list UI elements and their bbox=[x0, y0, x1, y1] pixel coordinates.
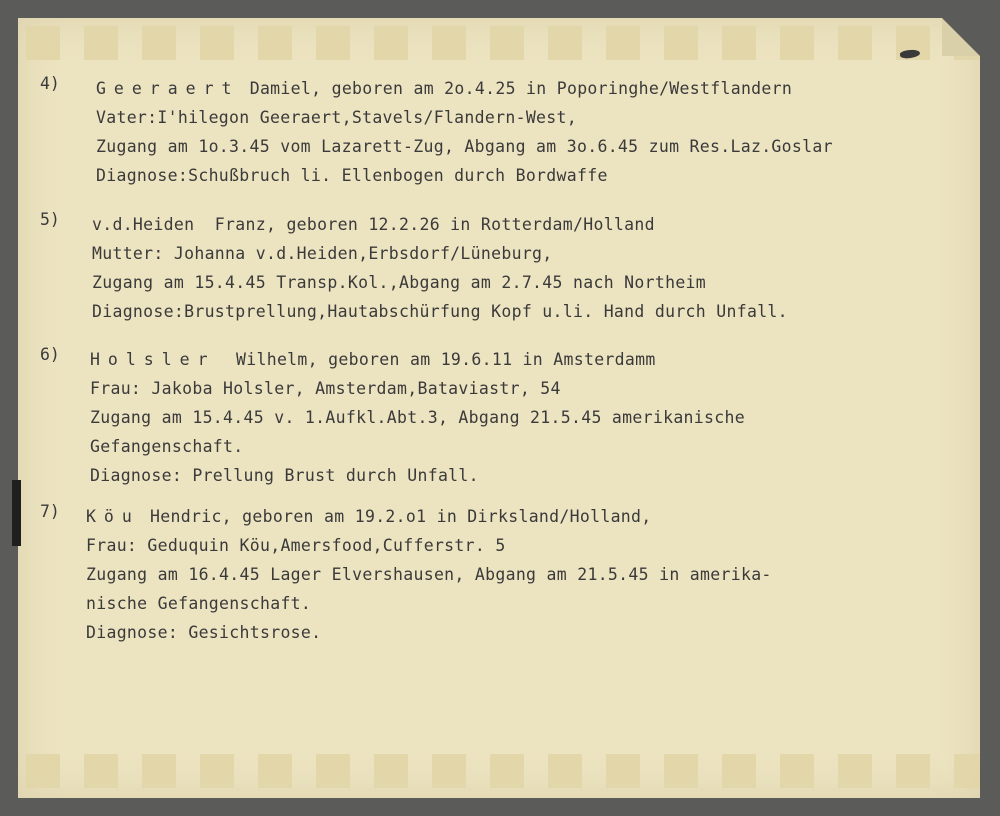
entry-name-line: v.d.Heiden Franz, geboren 12.2.26 in Rotterdam/Holland bbox=[92, 215, 655, 234]
entry-line: Diagnose: Gesichtsrose. bbox=[86, 623, 322, 642]
binder-clip-mark bbox=[12, 480, 21, 546]
entry-surname: Geeraert bbox=[96, 79, 240, 98]
entry-line: Gefangenschaft. bbox=[90, 437, 244, 456]
entry-line: Vater:I'hilegon Geeraert,Stavels/Flandern-West, bbox=[96, 108, 577, 127]
entry-line: nische Gefangenschaft. bbox=[86, 594, 312, 613]
entry-line: Diagnose:Schußbruch li. Ellenbogen durch Bordwaffe bbox=[96, 166, 608, 185]
corner-cutout bbox=[942, 18, 980, 56]
bottom-border-strip bbox=[18, 754, 980, 788]
top-border-strip bbox=[18, 26, 980, 60]
entry-line: Zugang am 16.4.45 Lager Elvershausen, Abgang am 21.5.45 in amerika- bbox=[86, 565, 772, 584]
entry-surname: Köu bbox=[86, 507, 140, 526]
entry-line: Zugang am 15.4.45 v. 1.Aufkl.Abt.3, Abgang 21.5.45 amerikanische bbox=[90, 408, 745, 427]
entry-number: 6) bbox=[40, 345, 60, 364]
entry-name-rest: Hendric, geboren am 19.2.o1 in Dirksland/Holland, bbox=[139, 507, 652, 526]
entry-surname: Holsler bbox=[90, 350, 216, 369]
entry-name-line bbox=[90, 345, 745, 374]
entry-number: 5) bbox=[40, 210, 60, 229]
entry-name-line bbox=[86, 502, 772, 531]
entry-line: Zugang am 15.4.45 Transp.Kol.,Abgang am 2.7.45 nach Northeim bbox=[92, 273, 707, 292]
entry-line: Mutter: Johanna v.d.Heiden,Erbsdorf/Lüneburg, bbox=[92, 244, 553, 263]
entry-line: Frau: Geduquin Köu,Amersfood,Cufferstr. 5 bbox=[86, 536, 506, 555]
entry-line: Zugang am 1o.3.45 vom Lazarett-Zug, Abgang am 3o.6.45 zum Res.Laz.Goslar bbox=[96, 137, 833, 156]
entry-line: Diagnose:Brustprellung,Hautabschürfung Kopf u.li. Hand durch Unfall. bbox=[92, 302, 788, 321]
entry-number: 4) bbox=[40, 74, 60, 93]
entry-name-rest: Wilhelm, geboren am 19.6.11 in Amsterdamm bbox=[215, 350, 656, 369]
entry-number: 7) bbox=[40, 502, 60, 521]
entry-name-line bbox=[96, 74, 833, 103]
entry-name-rest: Damiel, geboren am 2o.4.25 in Poporinghe/Westflandern bbox=[239, 79, 793, 98]
entry-line: Diagnose: Prellung Brust durch Unfall. bbox=[90, 466, 479, 485]
entry-line: Frau: Jakoba Holsler, Amsterdam,Bataviastr, 54 bbox=[90, 379, 561, 398]
